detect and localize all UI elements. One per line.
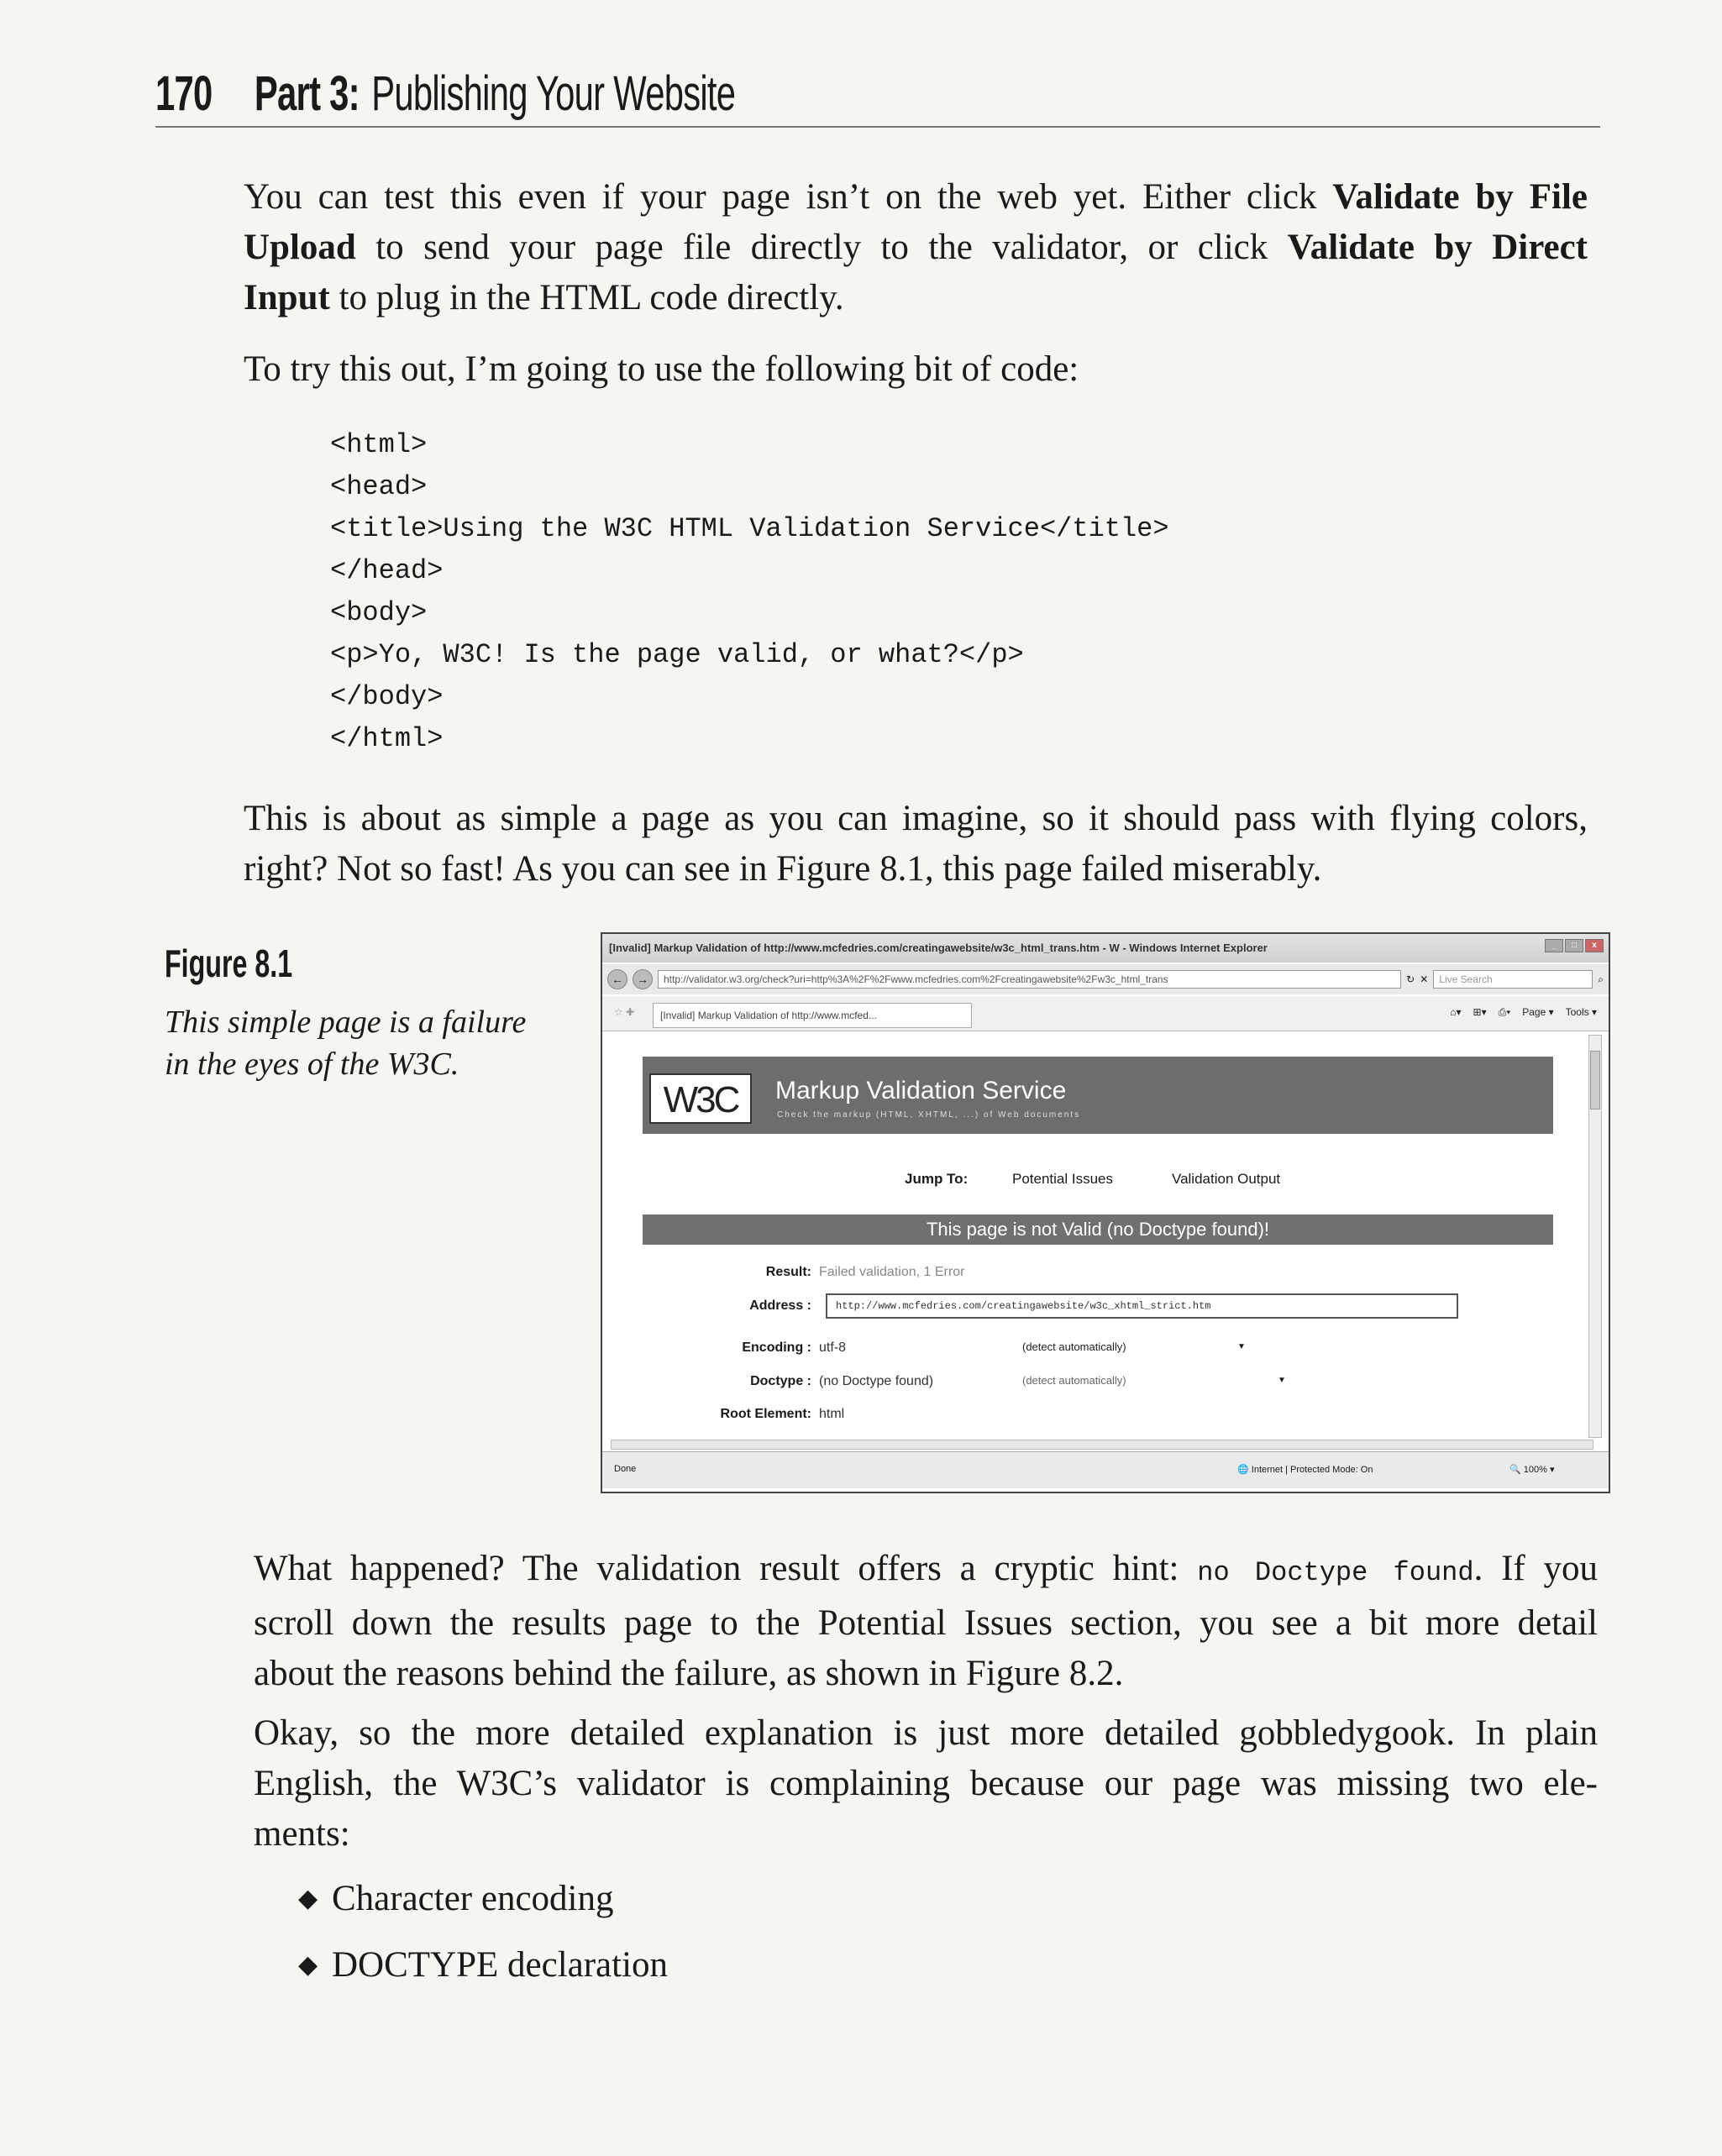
w3c-logo[interactable]: W3C bbox=[649, 1073, 752, 1124]
doctype-select[interactable]: (detect automatically) bbox=[1022, 1374, 1126, 1387]
inline-code: no Doctype found bbox=[1197, 1557, 1474, 1588]
minimize-icon[interactable]: _ bbox=[1545, 939, 1563, 952]
page-content bbox=[606, 1035, 1587, 1438]
jump-link-potential-issues[interactable]: Potential Issues bbox=[1012, 1171, 1114, 1187]
text: . If you bbox=[1473, 1549, 1599, 1588]
root-element-value: html bbox=[819, 1407, 845, 1421]
text-line: Okay, so the more detailed explanation is just more detailed gobbledygook. In plain bbox=[254, 1713, 1598, 1753]
code-line: </html> bbox=[330, 723, 444, 754]
service-subtitle: Check the markup (HTML, XHTML, ...) of Web documents bbox=[777, 1110, 1081, 1120]
doctype-value: (no Doctype found) bbox=[819, 1374, 934, 1388]
encoding-select[interactable]: (detect automatically) bbox=[1022, 1340, 1126, 1353]
part-label: Part 3: bbox=[254, 66, 360, 121]
scrollbar-thumb[interactable] bbox=[1590, 1051, 1600, 1109]
bold-term: Input bbox=[244, 278, 330, 317]
refresh-icon[interactable]: ↻ bbox=[1406, 973, 1415, 985]
stop-icon[interactable]: ✕ bbox=[1420, 973, 1429, 985]
text-line bbox=[244, 273, 1588, 323]
text-line: This is about as simple a page as you can imagine, so it should pass with flying colors, bbox=[244, 799, 1588, 838]
bold-term: Validate by Direct bbox=[1287, 228, 1588, 267]
code-line: </head> bbox=[330, 555, 444, 586]
search-input[interactable]: Live Search bbox=[1433, 970, 1593, 989]
status-text: Done bbox=[614, 1464, 637, 1474]
favorites-icon[interactable]: ☆ ✚ bbox=[614, 1006, 635, 1018]
address-input[interactable]: http://www.mcfedries.com/creatingawebsite/w3c_xhtml_strict.htm bbox=[826, 1293, 1458, 1319]
diamond-bullet-icon: ◆ bbox=[298, 1951, 318, 1979]
code-line: <p>Yo, W3C! Is the page valid, or what?</p> bbox=[330, 639, 1024, 670]
forward-icon[interactable]: → bbox=[633, 969, 653, 989]
w3c-banner bbox=[643, 1057, 1553, 1134]
text-line: right? Not so fast! As you can see in Figure 8.1, this page failed miserably. bbox=[244, 849, 1322, 889]
security-zone: 🌐 Internet | Protected Mode: On bbox=[1237, 1465, 1373, 1475]
text-line bbox=[244, 223, 1588, 273]
result-label: Result: bbox=[765, 1265, 811, 1279]
bold-term: Upload bbox=[244, 228, 356, 267]
window-controls bbox=[1545, 939, 1604, 952]
text-line: English, the W3C’s validator is complaining because our page was missing two ele- bbox=[254, 1764, 1598, 1803]
jump-to-label: Jump To: bbox=[905, 1171, 969, 1187]
figure-label: Figure 8.1 bbox=[165, 942, 293, 985]
maximize-icon[interactable]: □ bbox=[1565, 939, 1583, 952]
chevron-down-icon[interactable]: ▼ bbox=[1237, 1342, 1246, 1351]
bullet-item bbox=[298, 1944, 668, 1986]
zoom-value: 100% bbox=[1523, 1465, 1547, 1475]
horizontal-scrollbar[interactable] bbox=[611, 1440, 1593, 1450]
chevron-down-icon[interactable]: ▼ bbox=[1278, 1376, 1286, 1385]
close-icon[interactable]: x bbox=[1585, 939, 1604, 952]
tools-menu[interactable]: Tools ▾ bbox=[1565, 1006, 1597, 1018]
back-icon[interactable]: ← bbox=[607, 969, 627, 989]
feeds-icon[interactable]: ⊞▾ bbox=[1473, 1006, 1487, 1018]
window-title-bar bbox=[602, 934, 1609, 963]
zoom-level[interactable]: 🔍 100% ▾ bbox=[1509, 1465, 1555, 1475]
text: to send your page file directly to the validator, or click bbox=[355, 228, 1288, 267]
bold-term: Validate by File bbox=[1332, 177, 1588, 217]
part-title: Publishing Your Website bbox=[371, 66, 736, 121]
page-menu[interactable]: Page ▾ bbox=[1522, 1006, 1554, 1018]
search-icon[interactable]: ⌕ bbox=[1598, 973, 1604, 985]
service-title: Markup Validation Service bbox=[775, 1077, 1067, 1104]
vertical-scrollbar[interactable] bbox=[1588, 1035, 1602, 1438]
text-line: about the reasons behind the failure, as shown in Figure 8.2. bbox=[254, 1654, 1124, 1693]
code-line: <title>Using the W3C HTML Validation Service</title> bbox=[330, 513, 1169, 544]
result-value: Failed validation, 1 Error bbox=[819, 1265, 965, 1279]
text-line bbox=[244, 172, 1588, 223]
code-line: <html> bbox=[330, 429, 428, 460]
text: to plug in the HTML code directly. bbox=[329, 278, 844, 317]
encoding-label: Encoding : bbox=[742, 1340, 811, 1355]
page-number: 170 bbox=[155, 66, 213, 121]
diamond-bullet-icon: ◆ bbox=[298, 1885, 318, 1912]
code-block bbox=[330, 424, 1169, 760]
encoding-value: utf-8 bbox=[819, 1340, 847, 1355]
paragraph-okay bbox=[254, 1708, 1598, 1860]
bullet-item bbox=[298, 1878, 613, 1919]
running-header bbox=[155, 66, 735, 122]
home-icon[interactable]: ⌂▾ bbox=[1450, 1006, 1462, 1018]
text-line: scroll down the results page to the Potential Issues section, you see a bit more detail bbox=[254, 1603, 1598, 1643]
text: You can test this even if your page isn’t on the web yet. Either click bbox=[244, 177, 1333, 217]
code-line: </body> bbox=[330, 681, 444, 712]
jump-link-validation-output[interactable]: Validation Output bbox=[1172, 1171, 1281, 1187]
command-bar bbox=[602, 996, 1609, 1031]
zone-label: Internet | Protected Mode: On bbox=[1251, 1465, 1373, 1475]
invalid-banner: This page is not Valid (no Doctype found)! bbox=[643, 1214, 1553, 1245]
url-field[interactable]: http://validator.w3.org/check?uri=http%3A%2F%2Fwww.mcfedries.com%2Fcreatingawebsite%2Fw3c_html_trans bbox=[658, 970, 1401, 989]
browser-tab[interactable]: [Invalid] Markup Validation of http://www.mcfed... bbox=[653, 1003, 972, 1028]
browser-screenshot bbox=[601, 932, 1610, 1493]
paragraph-simple-page bbox=[244, 794, 1588, 894]
root-element-label: Root Element: bbox=[720, 1407, 811, 1421]
status-bar bbox=[602, 1451, 1609, 1488]
text: What happened? The validation result offers a cryptic hint: bbox=[254, 1549, 1198, 1588]
window-title: [Invalid] Markup Validation of http://www.mcfedries.com/creatingawebsite/w3c_html_trans.htm - W - Windows Internet Explorer bbox=[609, 942, 1268, 954]
bullet-text: DOCTYPE declaration bbox=[332, 1945, 669, 1985]
print-icon[interactable]: ⎙▾ bbox=[1498, 1006, 1511, 1018]
address-label: Address : bbox=[749, 1298, 811, 1313]
paragraph-try-this: To try this out, I’m going to use the following bit of code: bbox=[244, 349, 1079, 389]
code-line: <body> bbox=[330, 597, 428, 628]
address-bar-row bbox=[602, 964, 1609, 994]
bullet-text: Character encoding bbox=[332, 1879, 614, 1918]
header-rule bbox=[155, 126, 1600, 128]
doctype-label: Doctype : bbox=[750, 1374, 811, 1388]
figure-caption: This simple page is a failure in the eyes of the W3C. bbox=[165, 1005, 527, 1082]
text-line: ments: bbox=[254, 1814, 350, 1854]
paragraph-validate-options bbox=[244, 172, 1588, 323]
code-line: <head> bbox=[330, 471, 428, 502]
paragraph-what-happened bbox=[254, 1544, 1598, 1699]
